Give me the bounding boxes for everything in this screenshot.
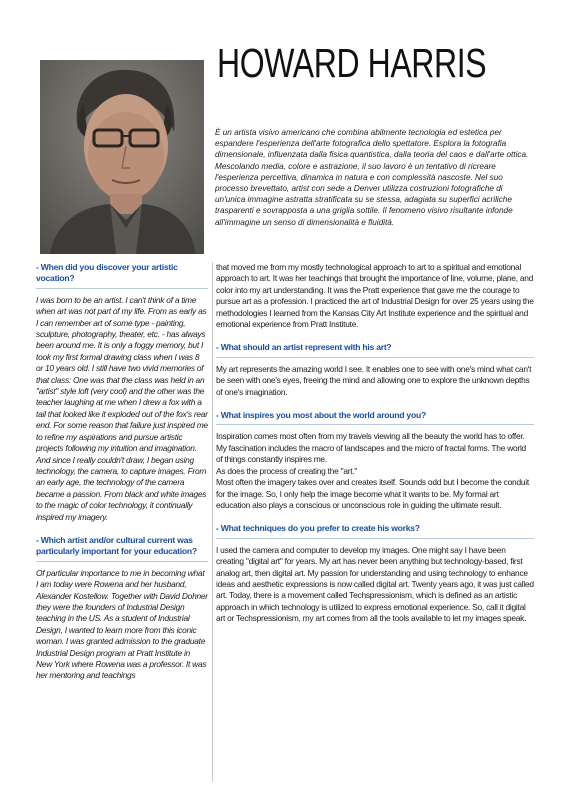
question-influence: - Which artist and/or cultural current was particularly important for your education? — [36, 535, 208, 562]
answer-represent: My art represents the amazing world I see. It enables one to see with one's mind what can't be seen with one's eyes, freeing the mind and allowing one to explore the unknown depths of one's imagination. — [216, 363, 532, 397]
artist-portrait — [40, 60, 204, 254]
answer-vocation: I was born to be an artist. I can't think of a time when art was not part of my life. From as early as I can remember art of some type - painting, sculpture, photography, theater, etc. - has always been around me. It is only a foggy memory, but I took my first formal drawing class when I was 8 or 10 years old. I still have two vivid memories of that class: One was that the class was held in an "artist" style loft (very cool) and the other was the teacher laughing at me when I drew a fox with a tail that looked like it exploded out of the fox's rear end. For some reason that failure just inspired me to refine my aspirations and pursue artistic projects following my intuition and imagination. And since I really couldn't draw, I began using technology, the camera, to capture images. From an early age, the technology of the camera became a passion. From black and white images to the magic of color technology, it continually inspired my imagery. — [36, 294, 208, 522]
answer-influence-continued: that moved me from my mostly technological approach to art to a spiritual and emotional approach to art. It was her teachings that brought the importance of line, volume, plane, and color into my art understanding. It was the Pratt experience that gave me the courage to pursue art as a profession. I practiced the art of Industrial Design for over 25 years using the methodologies I learned from the Kansas City Art Institute experience and the spiritual and emotional experience from Pratt Institute. — [216, 262, 534, 330]
answer-inspiration-p2: As does the process of creating the "art." — [216, 465, 358, 476]
artist-name: HOWARD HARRIS — [217, 40, 487, 86]
question-inspiration: - What inspires you most about the world around you? — [216, 410, 534, 425]
answer-techniques: I used the camera and computer to develop my images. One might say I have been creating "digital art" for years. My art has never been anything but technology-based, first analog art, then digital art. My passion for understanding and using technology to enhance ideas and aesthetic expressions is now called digital art. Twenty years ago, it was just called art. Today, there is a movement called Techspressionism, which is defined as an artistic approach in which technology is utilized to express emotional experience. So, call it digital art or Techspressionism, my art comes from all the tools available to let my images speak. — [216, 544, 534, 624]
question-represent: - What should an artist represent with his art? — [216, 342, 534, 357]
question-techniques: - What techniques do you prefer to create his works? — [216, 523, 534, 538]
artist-intro: È un artista visivo americano che combina abilmente tecnologia ed estetica per espandere l'esperienza dell'arte fotografica dello spettatore. Esplora la fotografia dimensionale, influenzata dalla fisica quantistica, dalla teoria del caos e dall'arte ottica. Mescolando media, colore e astrazione, il suo lavoro è un tentativo di ricreare l'esperienza percettiva, dinamica in natura e con complessità nascoste. Nel suo processo brevettato, artist con sede a Denver utilizza costruzioni fotografiche di un'unica immagine astratta stratificata su se stessa, adagiata su superfici acriliche trasparenti e sovrapposta a una griglia sottile. Il fenomeno visivo risultante infonde all'immagine un senso di dimensionalità e fluidità. — [215, 128, 529, 227]
portrait-image — [40, 60, 204, 254]
question-vocation: - When did you discover your artistic vocation? — [36, 262, 208, 289]
answer-inspiration — [216, 431, 534, 511]
column-divider — [212, 262, 213, 782]
right-column — [216, 262, 534, 625]
answer-influence: Of particular importance to me in becoming what I am today were Rowena and her husband, Alexander Kostellow. Together with David Dohner they were the founders of Industrial Design teaching in the US. As a student of Industrial Design, I wanted to learn more from this iconic woman. I was granted admission to the graduate Industrial Design program at Pratt Institute in New York where Rowena was a professor. It was her mentoring and teachings — [36, 567, 208, 681]
answer-inspiration-p1: Inspiration comes most often from my travels viewing all the beauty the world has to offer. My fascination includes the macro of landscapes and the micro of fractal forms. The world of things constantly inspires me. — [216, 431, 526, 465]
left-column — [36, 262, 208, 682]
answer-inspiration-p3: Most often the imagery takes over and creates itself. Sounds odd but I become the conduit for the image. So, I only help the image become what it wants to be. My formal art education also plays a conscious or unconscious role in guiding the ultimate result. — [216, 477, 529, 510]
